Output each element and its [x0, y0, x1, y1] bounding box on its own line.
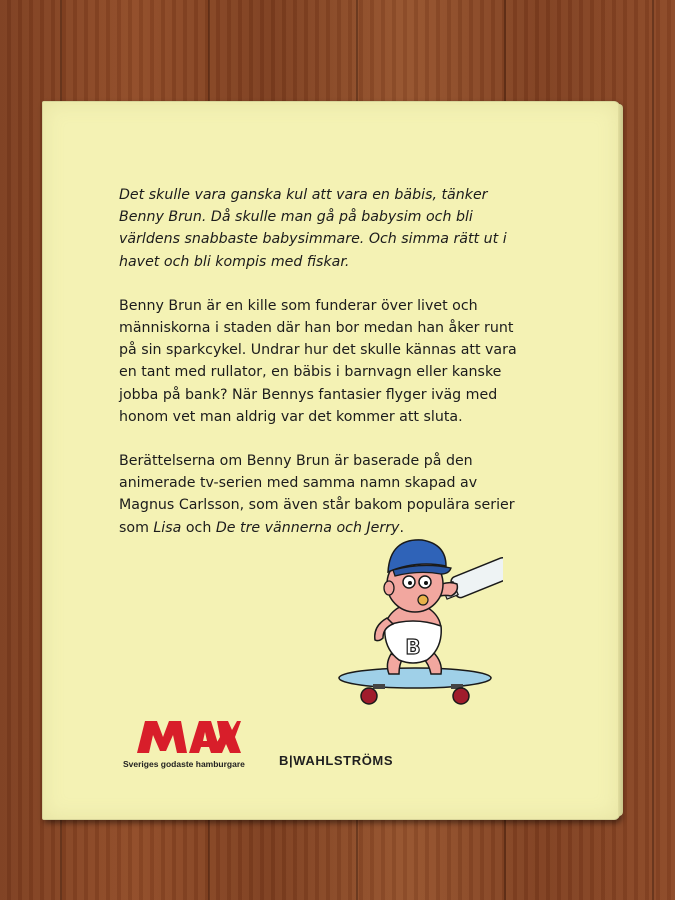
diaper-letter: B: [405, 635, 421, 659]
blurb-paragraph-2: Benny Brun är en kille som funderar över livet och människorna i staden där han bor medan han åker runt på sin sparkcykel. Undrar hur det skulle kännas att vara en tant med rullator, en bäbis i barnvagn eller kanske jobba på bank? När Bennys fantasier flyger iväg med honom vet man aldrig var det kommer att sluta.: [119, 297, 517, 425]
baby-skateboard-illustration: [333, 526, 503, 716]
max-tagline: Sveriges godaste hamburgare: [123, 759, 245, 769]
book-back-cover: [42, 101, 620, 820]
publisher-logo: B|WAHLSTRÖMS: [279, 753, 394, 768]
back-cover-blurb: [119, 184, 519, 561]
series-title-de-tre: De tre vännerna och Jerry: [215, 519, 400, 536]
series-title-lisa: Lisa: [153, 519, 182, 536]
skateboard-wheel: [361, 688, 377, 704]
cover-edge: [618, 104, 623, 816]
skateboard-deck: [339, 668, 491, 688]
skateboard-wheel: [453, 688, 469, 704]
blurb-paragraph-1: Det skulle vara ganska kul att vara en bäbis, tänker Benny Brun. Då skulle man gå på babysim och bli världens snabbaste babysimmare. Och simma rätt ut i havet och bli kompis med fiskar.: [119, 187, 507, 270]
blurb-paragraph-3: Berättelserna om Benny Brun är baserade på den animerade tv-serien med samma namn skapad av Magnus Carlsson, som även står bakom populära serier som Lisa och De tre vännerna och Jerry.: [119, 453, 515, 536]
